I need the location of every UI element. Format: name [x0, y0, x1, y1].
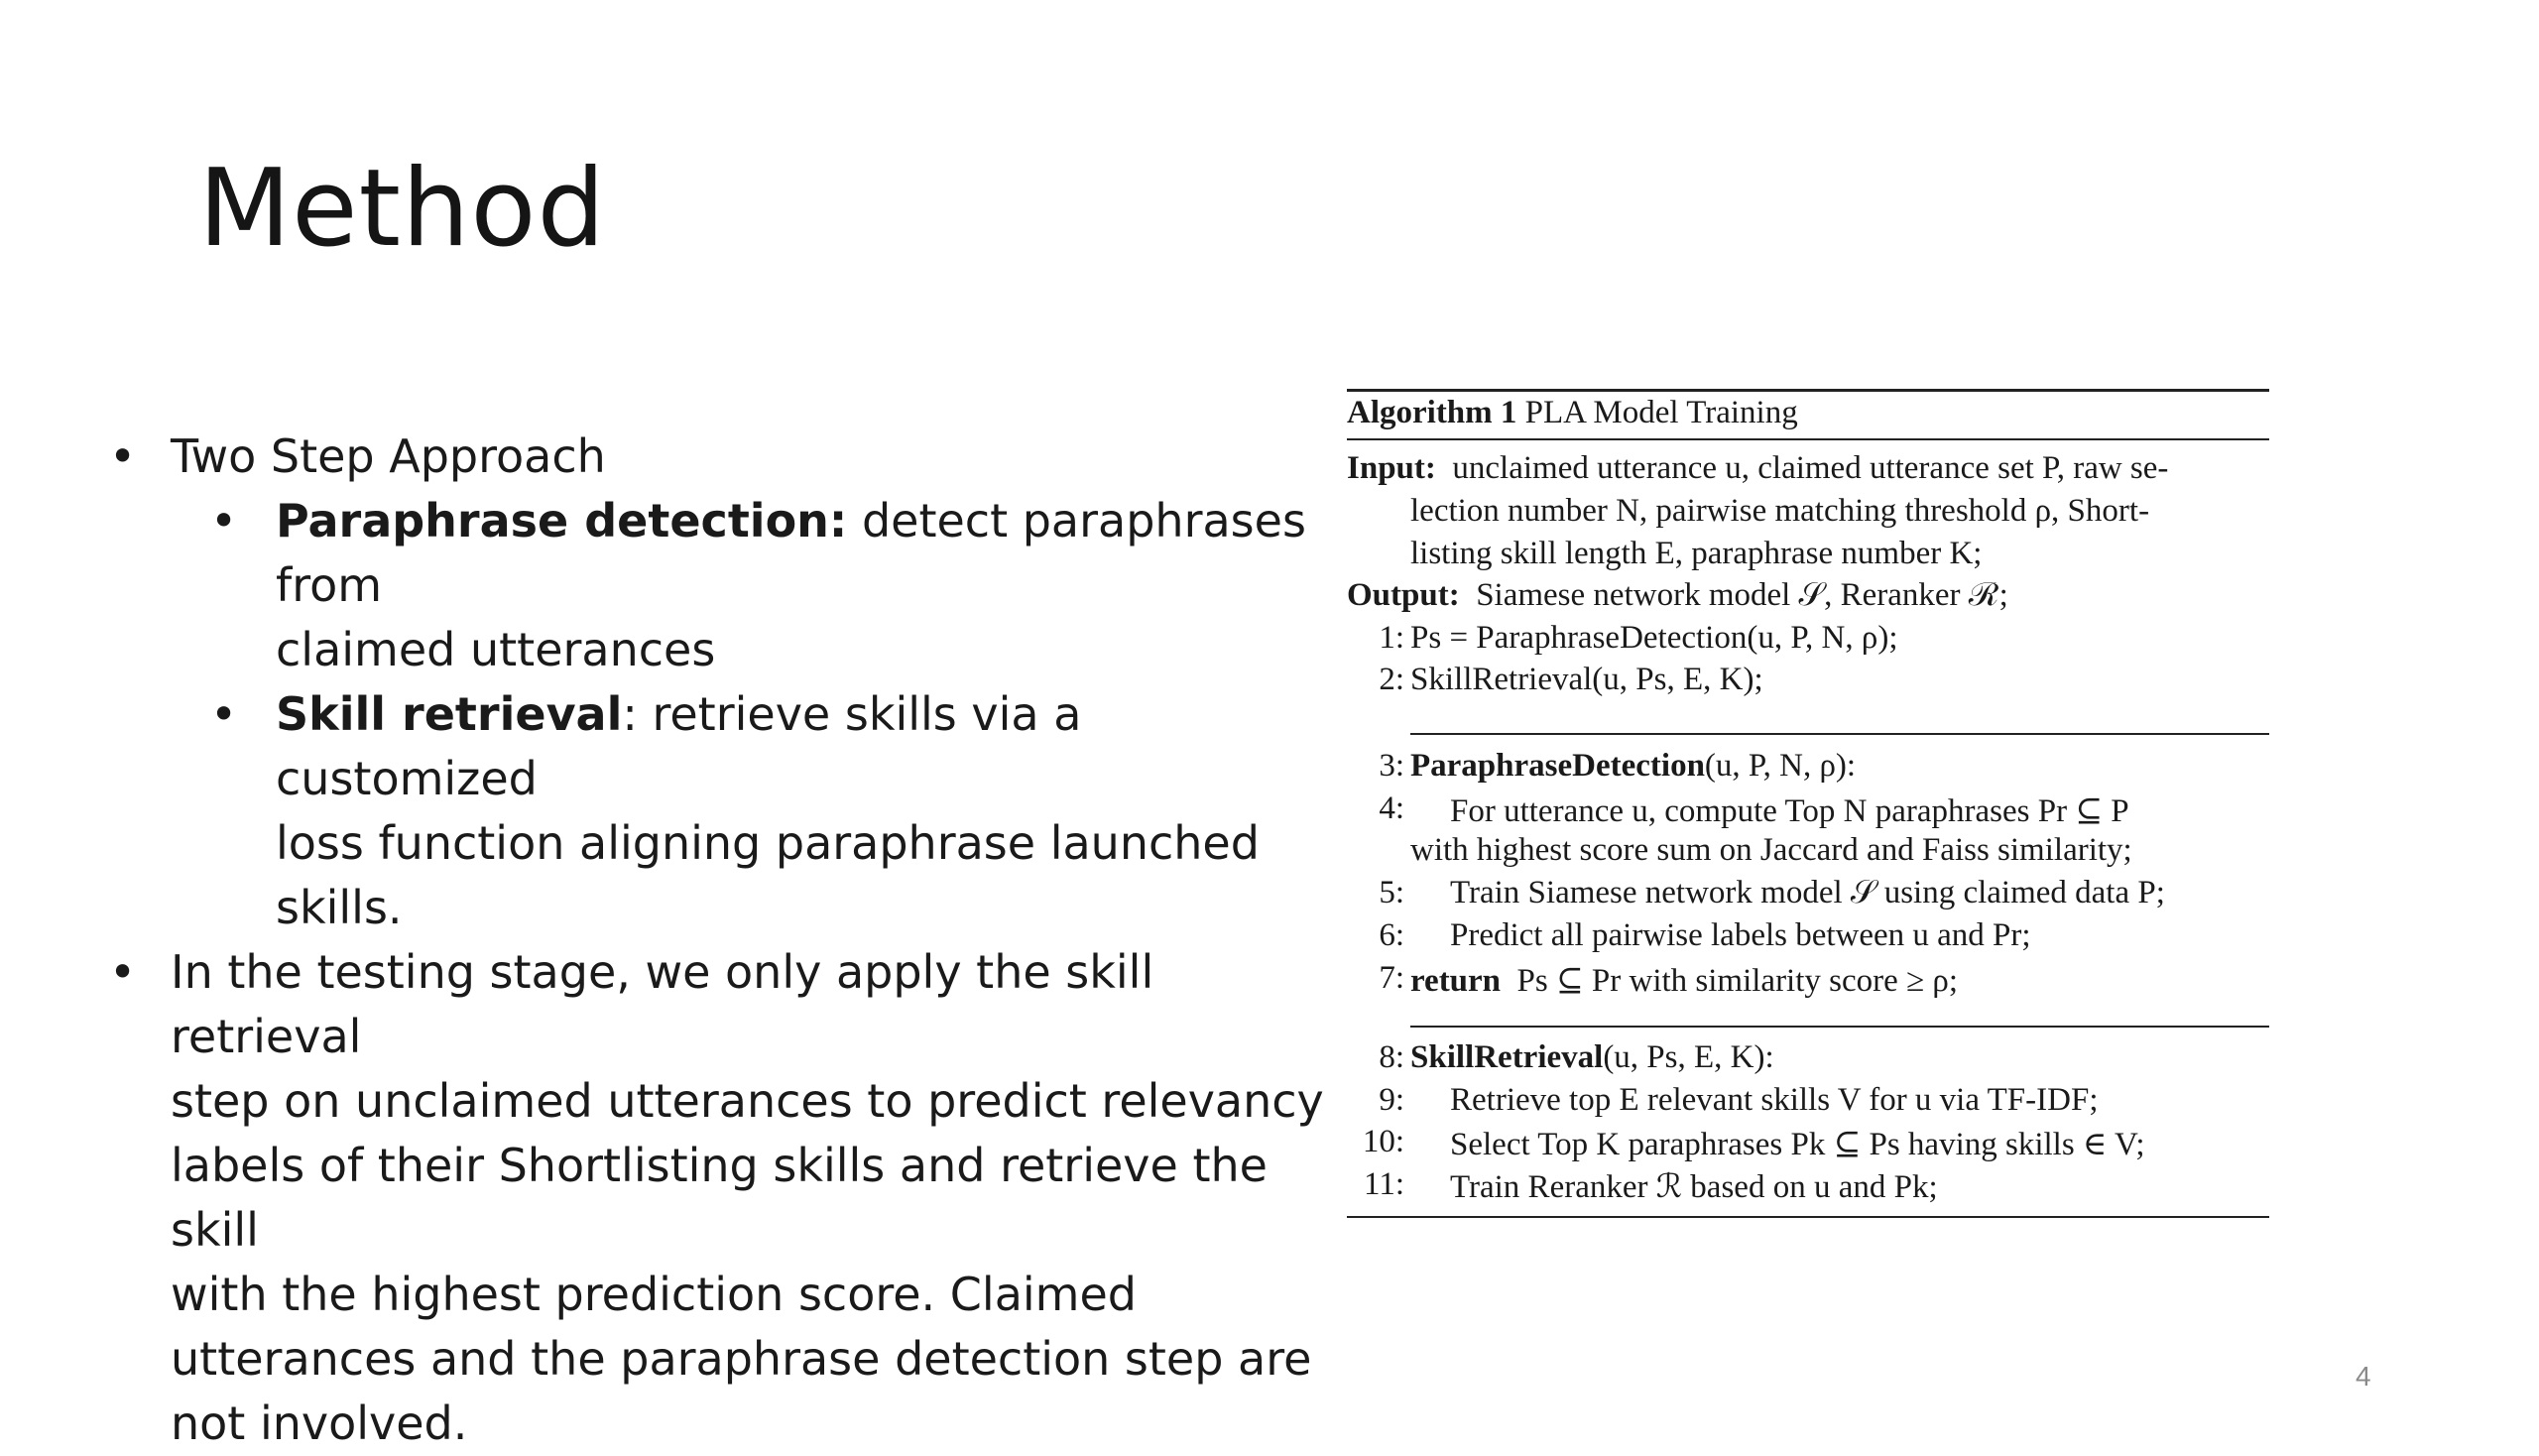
page-number: 4: [2356, 1361, 2371, 1392]
bullet-list: [107, 425, 1327, 1456]
sub-bullet-paraphrase-detection: • Paraphrase detection: detect paraphrases from claimed utterances: [107, 489, 1327, 682]
sub-bullet-dot-icon: •: [210, 687, 238, 741]
bullet-testing-stage: • In the testing stage, we only apply the skill retrieval step on unclaimed utterances to predict relevancy labels of their Shortlisting skills and retrieve the skill with the highest prediction score. Claimed utterances and the paraphrase detection step are not involved.: [107, 940, 1327, 1456]
algorithm-top-rule: [1347, 389, 2269, 392]
algorithm-heading-rule: [1347, 438, 2269, 440]
sub-bullet-dot-icon: •: [210, 494, 238, 547]
algorithm-bottom-rule: [1347, 1216, 2269, 1218]
algorithm-output: Output: Siamese network model 𝒮, Reranker ℛ;: [1347, 577, 2008, 613]
algorithm-input: Input: unclaimed utterance u, claimed utterance set P, raw se-: [1347, 450, 2169, 486]
slide-title: Method: [198, 147, 607, 271]
algorithm-input-line2: lection number N, pairwise matching threshold ρ, Short-: [1410, 493, 2150, 529]
algorithm-input-line3: listing skill length E, paraphrase number K;: [1410, 536, 1983, 571]
bullet-dot-icon: •: [109, 945, 137, 999]
sub-bullet-skill-retrieval: • Skill retrieval: retrieve skills via a customized loss function aligning paraphrase launched skills.: [107, 682, 1327, 940]
bullet-dot-icon: •: [109, 429, 137, 483]
bullet-two-step: • Two Step Approach • Paraphrase detection: detect paraphrases from claimed utterances • Skill retrieval: retrieve skills via a customized loss function aligning paraphrase launched skills.: [107, 425, 1327, 940]
algorithm-divider-1: [1410, 733, 2269, 735]
algorithm-heading: Algorithm 1 PLA Model Training: [1347, 395, 1798, 430]
algorithm-divider-2: [1410, 1026, 2269, 1028]
sub-bullet-list: [171, 489, 1327, 940]
